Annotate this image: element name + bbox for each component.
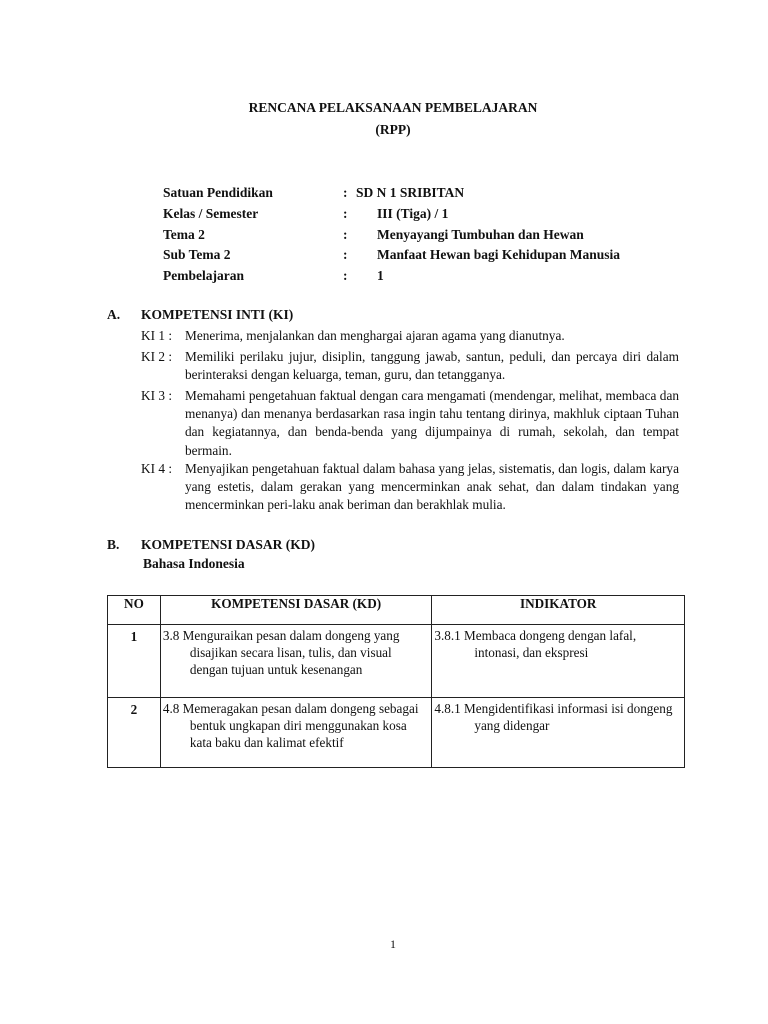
info-colon: : [343,185,348,200]
info-label: Satuan Pendidikan [163,185,273,200]
ki-text: Memahami pengetahuan faktual dengan cara mengamati (mendengar, melihat, membaca dan menanya) dan menanya berdasarkan rasa ingin tahu tentang dirinya, makhluk ciptaan Tuhan dan kegiatannya, dan benda-benda yang dijumpainya di rumah, sekolah, dan tempat bermain. [185,388,679,458]
info-label: Tema 2 [163,226,205,242]
info-colon: : [343,226,348,242]
document-title: RENCANA PELAKSANAAN PEMBELAJARAN [248,100,538,115]
info-colon: : [343,268,348,284]
row-indikator [432,698,685,768]
info-colon: : [343,205,348,221]
kd-text: 3.8 Menguraikan pesan dalam dongeng yang disajikan secara lisan, tulis, dan visual dengan tujuan untuk kesenangan [162,628,400,678]
row-kd [160,625,431,698]
info-row-satuan [163,184,683,205]
info-colon: : [343,247,348,263]
info-value: 1 [377,268,384,284]
table-row [108,698,685,768]
table-header-row [108,596,685,625]
table-row [108,625,685,698]
info-label: Kelas / Semester [163,205,259,221]
info-label: Pembelajaran [163,268,244,284]
ki-code: KI 1 : [141,328,173,343]
ki-text: Menyajikan pengetahuan faktual dalam bahasa yang jelas, sistematis, dan logis, dalam karya yang estetis, dalam gerakan yang mencerminkan anak sehat, dan dalam tindakan yang mencerminkan peri-laku anak beriman dan berakhlak mulia. [185,461,679,513]
ki-code: KI 2 : [141,349,173,364]
section-a-letter: A. [107,307,121,322]
info-value: Manfaat Hewan bagi Kehidupan Manusia [377,247,621,263]
section-b-title: KOMPETENSI DASAR (KD) [141,537,316,552]
row-no: 2 [108,698,161,768]
header-kd: KOMPETENSI DASAR (KD) [160,596,431,625]
ki-text: Memiliki perilaku jujur, disiplin, tanggung jawab, santun, peduli, dan percaya diri dalam berinteraksi dengan keluarga, teman, guru, dan tetangganya. [185,349,679,383]
kd-table [107,595,685,768]
indikator-text: 3.8.1 Membaca dongeng dengan lafal, intonasi, dan ekspresi [434,628,637,661]
header-no: NO [108,596,161,625]
ki-code: KI 3 : [141,388,173,403]
info-value: III (Tiga) / 1 [377,205,449,221]
row-no: 1 [108,625,161,698]
kd-text: 4.8 Memeragakan pesan dalam dongeng sebagai bentuk ungkapan diri menggunakan kosa kata baku dan kalimat efektif [162,701,419,751]
document-subtitle: (RPP) [375,122,411,137]
row-kd [160,698,431,768]
ki-item-2 [141,348,679,384]
ki-item-1 [141,327,679,345]
info-label: Sub Tema 2 [163,247,231,263]
section-a-title: KOMPETENSI INTI (KI) [141,307,294,322]
info-row-kelas [163,205,683,226]
ki-code: KI 4 : [141,461,173,476]
page-number: 1 [390,937,396,951]
ki-text: Menerima, menjalankan dan menghargai ajaran agama yang dianutnya. [185,328,565,343]
row-indikator [432,625,685,698]
identity-table [163,184,683,288]
ki-item-3 [141,387,679,460]
info-row-tema [163,226,683,247]
info-value: SD N 1 SRIBITAN [356,185,465,200]
info-value: Menyayangi Tumbuhan dan Hewan [377,226,584,242]
indikator-text: 4.8.1 Mengidentifikasi informasi isi dongeng yang didengar [434,701,673,734]
subject-heading: Bahasa Indonesia [143,556,245,571]
info-row-pembelajaran [163,267,683,288]
info-row-subtema [163,246,683,267]
ki-item-4 [141,460,679,515]
header-indikator: INDIKATOR [432,596,685,625]
section-b-letter: B. [107,537,120,552]
